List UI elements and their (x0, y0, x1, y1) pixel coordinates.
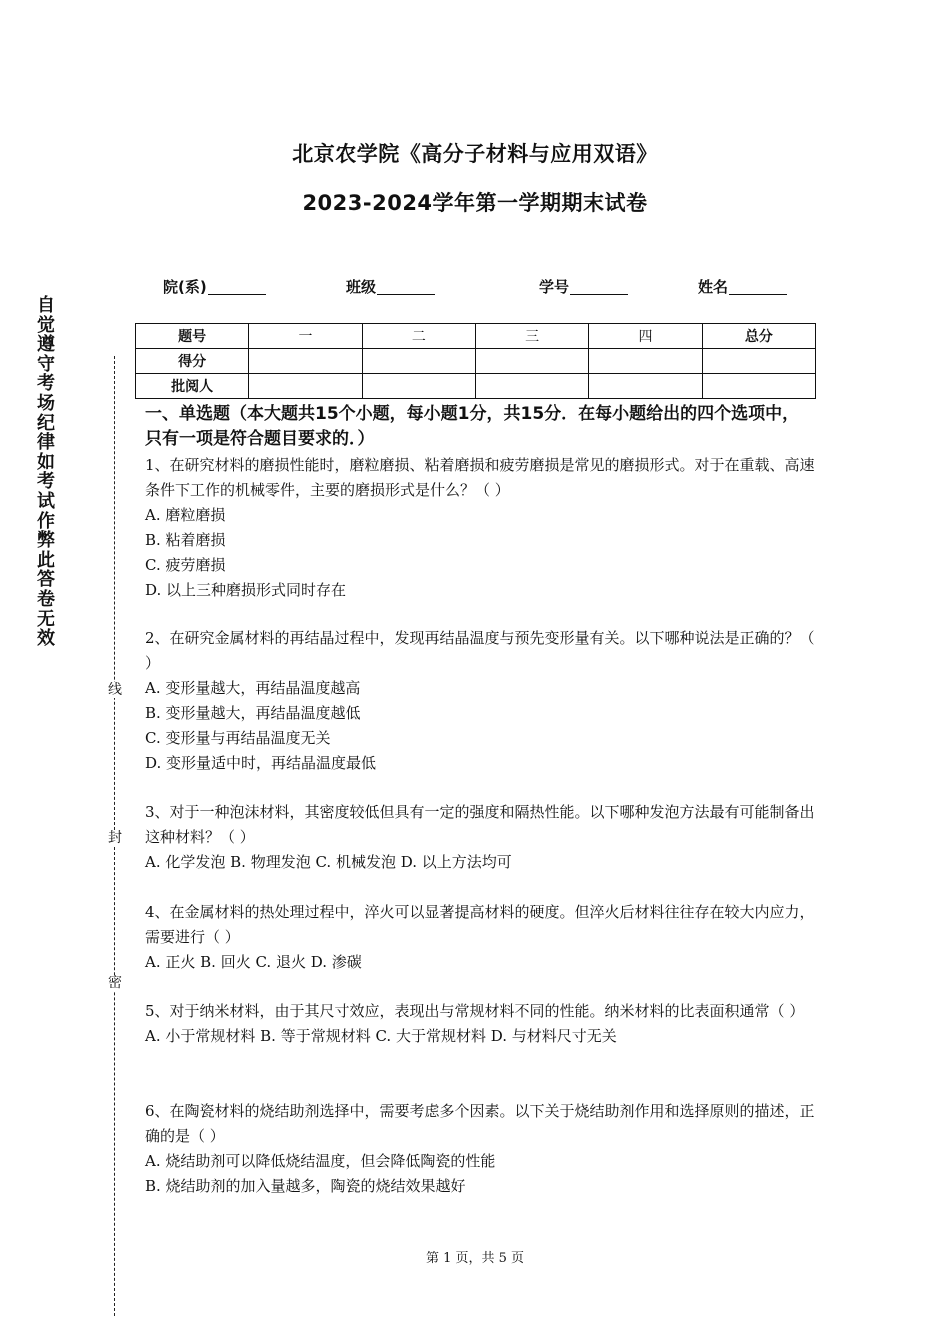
info-field-name (698, 276, 787, 297)
info-field-label: 姓名 (698, 278, 729, 296)
question-option: B. 粘着磨损 (145, 531, 226, 549)
score-table-cell (362, 349, 475, 374)
info-field-class (346, 276, 435, 297)
info-field-label: 院(系) (163, 278, 207, 296)
score-table-header-cell: 二 (362, 324, 475, 349)
question-option: A. 烧结助剂可以降低烧结温度，但会降低陶瓷的性能 (145, 1152, 496, 1170)
score-table-cell (475, 374, 588, 399)
question-stem: 4、在金属材料的热处理过程中，淬火可以显著提高材料的硬度。但淬火后材料往往存在较大内应力，需要进行（ ） (145, 903, 815, 946)
cut-line-label-feng: 封 (104, 830, 126, 846)
score-table-cell (589, 374, 702, 399)
score-table-row-grader (136, 374, 816, 399)
score-table-cell (249, 349, 362, 374)
score-table (135, 323, 816, 399)
score-table-cell (475, 349, 588, 374)
score-table-header-cell: 一 (249, 324, 362, 349)
score-table-header-cell: 四 (589, 324, 702, 349)
cut-line-label-mi: 密 (104, 975, 126, 991)
question-option: A. 正火 B. 回火 C. 退火 D. 渗碳 (145, 953, 362, 971)
question-stem: 3、对于一种泡沫材料，其密度较低但具有一定的强度和隔热性能。以下哪种发泡方法最有可能制备出这种材料？（ ） (145, 803, 815, 846)
score-table-cell (362, 374, 475, 399)
question-stem: 6、在陶瓷材料的烧结助剂选择中，需要考虑多个因素。以下关于烧结助剂作用和选择原则的描述，正确的是（ ） (145, 1102, 815, 1145)
exam-title-line1: 北京农学院《高分子材料与应用双语》 (292, 142, 658, 166)
question-4 (145, 900, 815, 975)
score-table-cell (589, 349, 702, 374)
side-discipline-notice: 自觉遵守考场纪律如考试作弊此答卷无效 (37, 295, 55, 650)
score-table-row-score (136, 349, 816, 374)
question-option: A. 化学发泡 B. 物理发泡 C. 机械发泡 D. 以上方法均可 (145, 853, 512, 871)
info-field-blank (208, 278, 266, 295)
info-field-label: 学号 (539, 278, 570, 296)
score-table-header-cell: 题号 (136, 324, 249, 349)
question-5 (145, 999, 815, 1049)
info-field-blank (377, 278, 435, 295)
question-option: A. 磨粒磨损 (145, 506, 226, 524)
question-stem: 1、在研究材料的磨损性能时，磨粒磨损、粘着磨损和疲劳磨损是常见的磨损形式。对于在重载、高速条件下工作的机械零件，主要的磨损形式是什么？（ ） (145, 456, 815, 499)
info-field-department (163, 276, 266, 297)
question-stem: 2、在研究金属材料的再结晶过程中，发现再结晶温度与预先变形量有关。以下哪种说法是正确的？（ ） (145, 629, 815, 672)
score-table-header-cell: 总分 (702, 324, 815, 349)
info-field-blank (729, 278, 787, 295)
score-table-cell (702, 349, 815, 374)
score-table-cell (249, 374, 362, 399)
score-table-header-cell: 三 (475, 324, 588, 349)
question-option: D. 变形量适中时，再结晶温度最低 (145, 754, 377, 772)
question-option: D. 以上三种磨损形式同时存在 (145, 581, 347, 599)
page-footer: 第 1 页，共 5 页 (425, 1251, 525, 1266)
score-table-cell (702, 374, 815, 399)
question-option: A. 小于常规材料 B. 等于常规材料 C. 大于常规材料 D. 与材料尺寸无关 (145, 1027, 617, 1045)
info-field-label: 班级 (346, 278, 377, 296)
question-option: C. 变形量与再结晶温度无关 (145, 729, 331, 747)
info-field-student-id (539, 276, 628, 297)
question-6 (145, 1099, 815, 1199)
score-table-header-row (136, 324, 816, 349)
score-table-row-label: 得分 (136, 349, 249, 374)
question-option: A. 变形量越大，再结晶温度越高 (145, 679, 361, 697)
question-stem: 5、对于纳米材料，由于其尺寸效应，表现出与常规材料不同的性能。纳米材料的比表面积通常（ ） (145, 1002, 805, 1020)
score-table-row-label: 批阅人 (136, 374, 249, 399)
question-option: C. 疲劳磨损 (145, 556, 226, 574)
question-option: B. 烧结助剂的加入量越多，陶瓷的烧结效果越好 (145, 1177, 466, 1195)
question-1 (145, 453, 815, 603)
question-2 (145, 626, 815, 776)
question-option: B. 变形量越大，再结晶温度越低 (145, 704, 361, 722)
section-heading-single-choice: 一、单选题（本大题共15个小题，每小题1分，共15分．在每小题给出的四个选项中，只有一项是符合题目要求的．） (145, 404, 800, 449)
info-field-blank (570, 278, 628, 295)
cut-line-label-xian: 线 (104, 682, 126, 698)
question-3 (145, 800, 815, 875)
exam-title-line2: 2023-2024学年第一学期期末试卷 (302, 191, 648, 215)
